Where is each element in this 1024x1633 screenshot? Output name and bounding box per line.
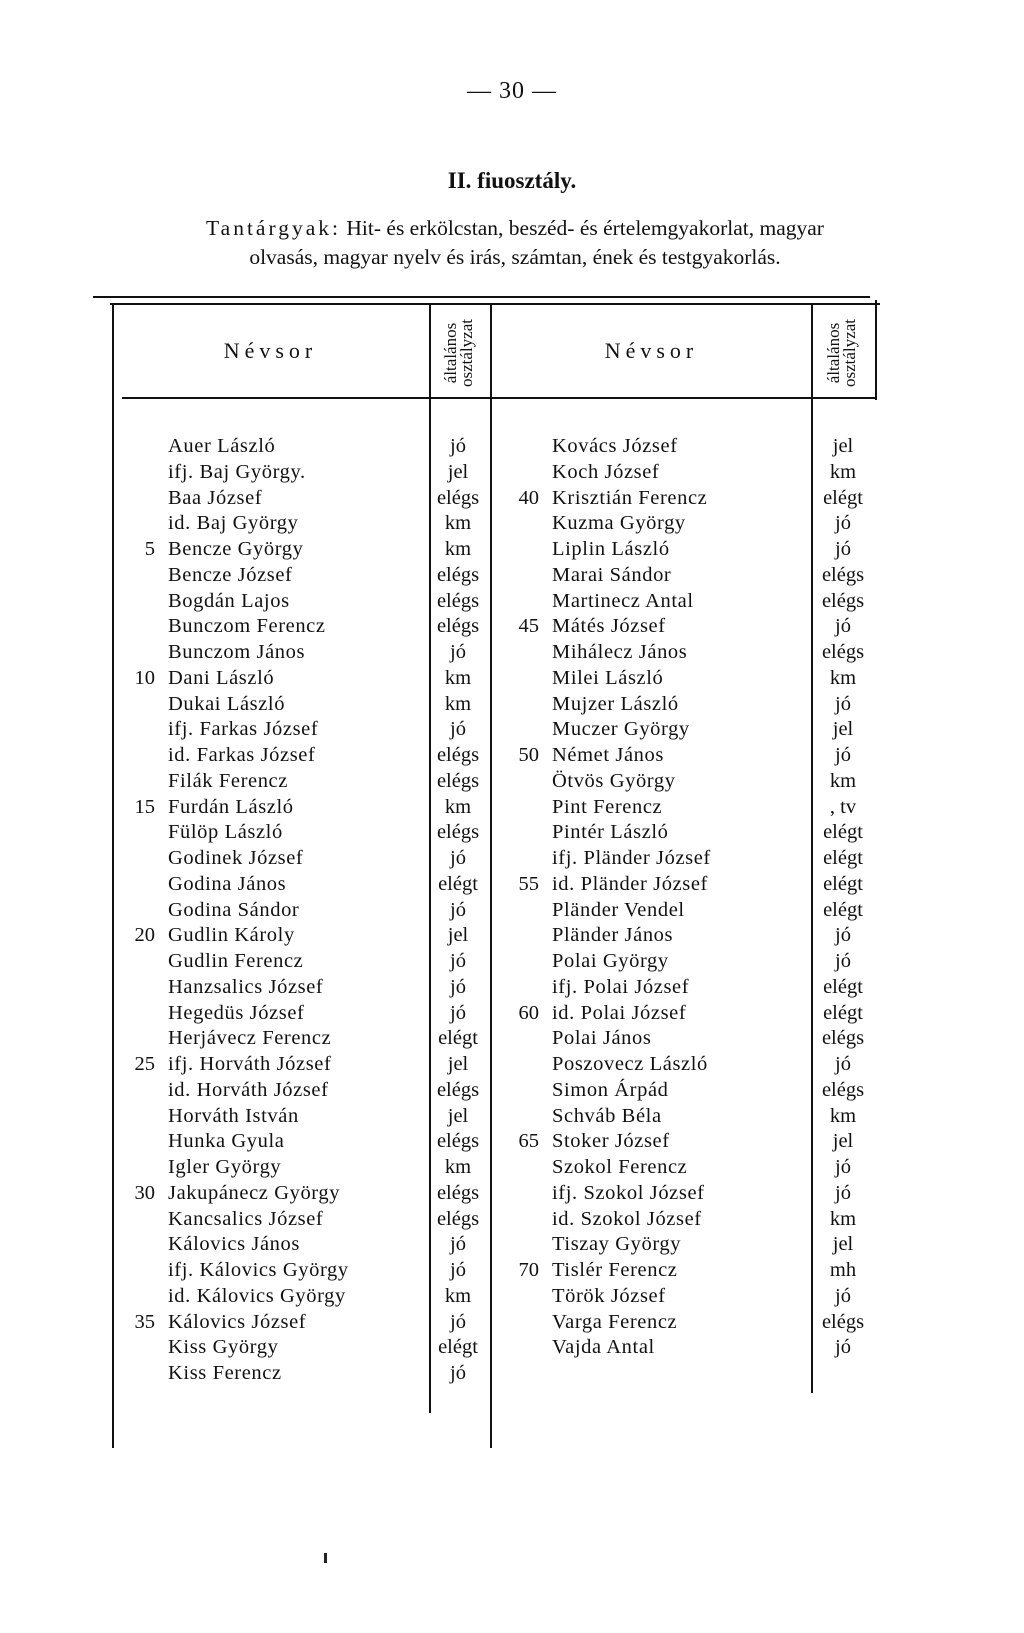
student-name: Dukai László bbox=[168, 692, 286, 715]
student-name: Poszovecz László bbox=[552, 1053, 708, 1075]
student-grade: jó bbox=[835, 1053, 851, 1075]
right-roster-row bbox=[0, 459, 1024, 485]
right-roster-row bbox=[0, 1257, 1024, 1283]
student-name: Filák Ferencz bbox=[168, 769, 288, 792]
right-roster-row bbox=[0, 1154, 1024, 1180]
right-roster-row bbox=[0, 845, 1024, 871]
student-grade: elégt bbox=[823, 872, 863, 895]
right-roster-row bbox=[0, 742, 1024, 768]
student-grade: elégs bbox=[436, 769, 480, 792]
student-grade: km bbox=[444, 1156, 472, 1178]
row-number: 30 bbox=[134, 1181, 155, 1204]
student-grade: elégt bbox=[823, 847, 863, 869]
student-name: id. Polai József bbox=[552, 1001, 687, 1024]
student-grade: elégs bbox=[436, 1181, 480, 1204]
student-grade: jó bbox=[835, 924, 851, 947]
right-roster-row bbox=[0, 1231, 1024, 1257]
student-name: Furdán László bbox=[168, 795, 294, 818]
student-name: Koch József bbox=[552, 460, 660, 483]
student-name: Bogdán Lajos bbox=[168, 589, 290, 612]
student-name: ifj. Szokol József bbox=[552, 1181, 705, 1204]
student-grade: elégs bbox=[821, 1078, 865, 1101]
student-grade: km bbox=[444, 512, 472, 535]
student-name: Mujzer László bbox=[552, 692, 679, 715]
student-name: Fülöp László bbox=[168, 821, 283, 844]
right-roster-row bbox=[0, 871, 1024, 897]
right-roster-row bbox=[0, 1309, 1024, 1335]
student-name: Német János bbox=[552, 744, 664, 766]
student-name: Horváth István bbox=[168, 1104, 299, 1127]
student-grade: jel bbox=[832, 1233, 854, 1256]
right-roster-row bbox=[0, 1334, 1024, 1360]
right-roster-row bbox=[0, 562, 1024, 588]
student-grade: jó bbox=[835, 692, 851, 715]
student-name: id. Szokol József bbox=[552, 1207, 702, 1230]
header-name-left: Névsor bbox=[223, 338, 318, 363]
row-number: 20 bbox=[134, 924, 155, 947]
student-grade: elégs bbox=[436, 486, 480, 509]
right-roster-row bbox=[0, 639, 1024, 665]
student-grade: elégs bbox=[821, 641, 865, 663]
student-grade: km bbox=[444, 692, 472, 715]
student-grade: elégt bbox=[823, 821, 863, 844]
student-grade: jó bbox=[450, 847, 466, 869]
right-roster-row bbox=[0, 536, 1024, 562]
subjects-text bbox=[80, 214, 950, 272]
stray-mark bbox=[324, 1553, 327, 1563]
student-grade: jó bbox=[835, 1336, 851, 1359]
student-grade: jó bbox=[450, 1310, 466, 1333]
student-grade: elégs bbox=[436, 615, 480, 638]
student-name: ifj. Horváth József bbox=[168, 1053, 332, 1075]
student-name: Kálovics József bbox=[168, 1310, 307, 1333]
student-name: Varga Ferencz bbox=[552, 1310, 678, 1333]
right-roster-row bbox=[0, 665, 1024, 691]
table-top-rule-second bbox=[110, 303, 880, 305]
right-roster-row bbox=[0, 794, 1024, 820]
student-name: Hanzsalics József bbox=[168, 975, 324, 998]
student-grade: elégt bbox=[438, 1027, 478, 1050]
student-name: Szokol Ferencz bbox=[552, 1156, 688, 1178]
row-number: 5 bbox=[144, 538, 155, 560]
subjects-line-2: olvasás, magyar nyelv és irás, számtan, ének és testgyakorlás. bbox=[249, 245, 781, 269]
student-name: Vajda Antal bbox=[552, 1336, 655, 1359]
header-grade-left bbox=[443, 316, 477, 390]
right-roster-row bbox=[0, 1103, 1024, 1129]
row-number: 65 bbox=[518, 1130, 539, 1153]
student-name: Simon Árpád bbox=[552, 1078, 669, 1101]
student-name: Herjávecz Ferencz bbox=[168, 1027, 332, 1050]
student-grade: km bbox=[444, 1284, 472, 1307]
student-name: Polai György bbox=[552, 950, 669, 972]
student-grade: jó bbox=[450, 975, 466, 998]
student-grade: jó bbox=[450, 898, 466, 921]
right-roster-row bbox=[0, 588, 1024, 614]
student-name: Tislér Ferencz bbox=[552, 1259, 678, 1281]
student-grade: elégs bbox=[436, 563, 480, 586]
right-roster-row bbox=[0, 716, 1024, 742]
student-name: Török József bbox=[552, 1284, 666, 1307]
right-roster-row bbox=[0, 485, 1024, 511]
student-grade: jó bbox=[450, 950, 466, 972]
student-grade: km bbox=[829, 769, 857, 792]
subjects-lead: Tantárgyak: bbox=[206, 216, 342, 240]
row-number: 40 bbox=[518, 486, 539, 509]
student-grade: jel bbox=[447, 1104, 469, 1127]
right-roster-row bbox=[0, 948, 1024, 974]
student-grade: jó bbox=[835, 538, 851, 560]
student-name: id. Baj György bbox=[168, 512, 299, 535]
student-grade: elégs bbox=[821, 1027, 865, 1050]
student-name: Mihálecz János bbox=[552, 641, 688, 663]
student-grade: jó bbox=[450, 1259, 466, 1281]
student-name: Liplin László bbox=[552, 538, 670, 560]
student-name: Krisztián Ferencz bbox=[552, 486, 708, 509]
header-name-right: Névsor bbox=[604, 338, 699, 363]
row-number: 60 bbox=[518, 1001, 539, 1024]
student-grade: elégt bbox=[823, 898, 863, 921]
student-name: Godina János bbox=[168, 872, 287, 895]
student-name: Kancsalics József bbox=[168, 1207, 324, 1230]
student-grade: elégs bbox=[436, 1130, 480, 1153]
student-grade: elégs bbox=[436, 821, 480, 844]
student-name: Milei László bbox=[552, 666, 664, 689]
student-grade: jó bbox=[835, 744, 851, 766]
row-number: 10 bbox=[134, 666, 155, 689]
header-grade-left-line1: általános bbox=[441, 322, 460, 384]
header-bottom-rule bbox=[122, 397, 876, 399]
student-grade: jó bbox=[835, 950, 851, 972]
table-top-rule bbox=[93, 296, 870, 298]
student-name: id. Farkas József bbox=[168, 744, 316, 766]
student-name: Bunczom Ferencz bbox=[168, 615, 326, 638]
student-name: ifj. Kálovics György bbox=[168, 1259, 349, 1281]
right-roster-row bbox=[0, 768, 1024, 794]
student-name: Bencze György bbox=[168, 538, 304, 560]
student-name: Godinek József bbox=[168, 847, 304, 869]
student-grade: jó bbox=[450, 1362, 466, 1384]
student-name: Kiss Ferencz bbox=[168, 1362, 282, 1384]
student-name: Hunka Gyula bbox=[168, 1130, 285, 1153]
student-name: Schváb Béla bbox=[552, 1104, 662, 1127]
subjects-line-1: Hit- és erkölcstan, beszéd- és értelemgyakorlat, magyar bbox=[341, 216, 824, 240]
student-grade: jó bbox=[835, 512, 851, 535]
student-grade: jó bbox=[450, 1001, 466, 1024]
row-number: 15 bbox=[134, 795, 155, 818]
student-name: Muczer György bbox=[552, 718, 690, 741]
student-name: Pländer Vendel bbox=[552, 898, 685, 921]
student-name: id. Kálovics György bbox=[168, 1284, 346, 1307]
student-name: Hegedüs József bbox=[168, 1001, 305, 1024]
student-grade: elégs bbox=[436, 1078, 480, 1101]
right-roster-row bbox=[0, 510, 1024, 536]
page-number: — 30 — bbox=[467, 78, 557, 104]
student-grade: elégt bbox=[438, 1336, 478, 1359]
table-right-border bbox=[875, 300, 877, 400]
student-name: Ötvös György bbox=[552, 769, 676, 792]
student-name: Bencze József bbox=[168, 563, 293, 586]
student-grade: jel bbox=[447, 924, 469, 947]
student-grade: elégs bbox=[821, 589, 865, 612]
student-grade: jel bbox=[447, 460, 469, 483]
student-grade: elégt bbox=[823, 1001, 863, 1024]
student-grade: km bbox=[829, 1104, 857, 1127]
student-grade: jó bbox=[450, 641, 466, 663]
row-number: 35 bbox=[134, 1310, 155, 1333]
student-name: Pintér László bbox=[552, 821, 669, 844]
student-name: Kuzma György bbox=[552, 512, 686, 535]
student-name: Gudlin Ferencz bbox=[168, 950, 304, 972]
student-grade: jó bbox=[835, 1156, 851, 1178]
student-grade: jó bbox=[835, 1181, 851, 1204]
student-grade: mh bbox=[829, 1259, 857, 1281]
student-name: Marai Sándor bbox=[552, 563, 672, 586]
student-grade: jel bbox=[832, 435, 854, 457]
section-title: II. fiuosztály. bbox=[447, 168, 577, 193]
header-grade-right-line1: általános bbox=[824, 322, 843, 384]
student-grade: jó bbox=[450, 718, 466, 741]
student-name: Auer László bbox=[168, 435, 276, 457]
student-name: Martinecz Antal bbox=[552, 589, 694, 612]
student-name: Gudlin Károly bbox=[168, 924, 295, 947]
student-name: Jakupánecz György bbox=[168, 1181, 341, 1204]
student-grade: km bbox=[829, 666, 857, 689]
student-grade: jó bbox=[450, 1233, 466, 1256]
row-number: 70 bbox=[518, 1259, 539, 1281]
student-grade: jó bbox=[450, 435, 466, 457]
student-grade: km bbox=[829, 1207, 857, 1230]
student-grade: elégt bbox=[823, 975, 863, 998]
right-roster-row bbox=[0, 1000, 1024, 1026]
header-grade-right bbox=[826, 316, 860, 390]
student-grade: jó bbox=[835, 615, 851, 638]
right-roster-row bbox=[0, 974, 1024, 1000]
row-number: 50 bbox=[518, 744, 539, 766]
student-name: ifj. Farkas József bbox=[168, 718, 319, 741]
student-name: Polai János bbox=[552, 1027, 652, 1050]
right-roster-row bbox=[0, 613, 1024, 639]
student-grade: jel bbox=[832, 1130, 854, 1153]
student-grade: elégs bbox=[436, 1207, 480, 1230]
student-grade: elégs bbox=[436, 589, 480, 612]
right-roster-row bbox=[0, 1025, 1024, 1051]
student-name: Kálovics János bbox=[168, 1233, 300, 1256]
student-name: ifj. Polai József bbox=[552, 975, 690, 998]
right-roster-row bbox=[0, 819, 1024, 845]
row-number: 25 bbox=[134, 1053, 155, 1075]
right-roster-row bbox=[0, 1128, 1024, 1154]
right-roster-row bbox=[0, 1180, 1024, 1206]
student-grade: km bbox=[444, 538, 472, 560]
student-name: Baa József bbox=[168, 486, 263, 509]
right-roster-row bbox=[0, 897, 1024, 923]
student-name: Mátés József bbox=[552, 615, 666, 638]
student-grade: elégs bbox=[821, 1310, 865, 1333]
student-grade: jel bbox=[832, 718, 854, 741]
student-grade: jó bbox=[835, 1284, 851, 1307]
right-roster-row bbox=[0, 1077, 1024, 1103]
right-roster-row bbox=[0, 691, 1024, 717]
right-roster-row bbox=[0, 1051, 1024, 1077]
right-roster-row bbox=[0, 1206, 1024, 1232]
left-roster-row bbox=[0, 1360, 1024, 1386]
student-name: Dani László bbox=[168, 666, 275, 689]
student-name: Igler György bbox=[168, 1156, 282, 1178]
student-name: ifj. Pländer József bbox=[552, 847, 711, 869]
student-grade: elégt bbox=[438, 872, 478, 895]
student-name: Kiss György bbox=[168, 1336, 279, 1359]
row-number: 45 bbox=[518, 615, 539, 638]
student-grade: elégt bbox=[823, 486, 863, 509]
student-name: id. Horváth József bbox=[168, 1078, 329, 1101]
right-roster-row bbox=[0, 433, 1024, 459]
student-grade: jel bbox=[447, 1053, 469, 1075]
header-grade-right-line2: osztályzat bbox=[840, 319, 859, 387]
student-grade: elégs bbox=[436, 744, 480, 766]
student-name: Godina Sándor bbox=[168, 898, 300, 921]
student-name: ifj. Baj György. bbox=[168, 460, 306, 483]
student-grade: km bbox=[829, 460, 857, 483]
student-name: Stoker József bbox=[552, 1130, 670, 1153]
student-name: Pint Ferencz bbox=[552, 795, 663, 818]
student-name: Kovács József bbox=[552, 435, 678, 457]
student-grade: , tv bbox=[829, 795, 857, 818]
row-number: 55 bbox=[518, 872, 539, 895]
student-grade: elégs bbox=[821, 563, 865, 586]
right-roster-row bbox=[0, 1283, 1024, 1309]
student-grade: km bbox=[444, 666, 472, 689]
right-roster-row bbox=[0, 922, 1024, 948]
student-name: id. Pländer József bbox=[552, 872, 708, 895]
student-name: Tiszay György bbox=[552, 1233, 682, 1256]
header-grade-left-line2: osztályzat bbox=[457, 319, 476, 387]
student-grade: km bbox=[444, 795, 472, 818]
student-name: Pländer János bbox=[552, 924, 674, 947]
student-name: Bunczom János bbox=[168, 641, 306, 663]
